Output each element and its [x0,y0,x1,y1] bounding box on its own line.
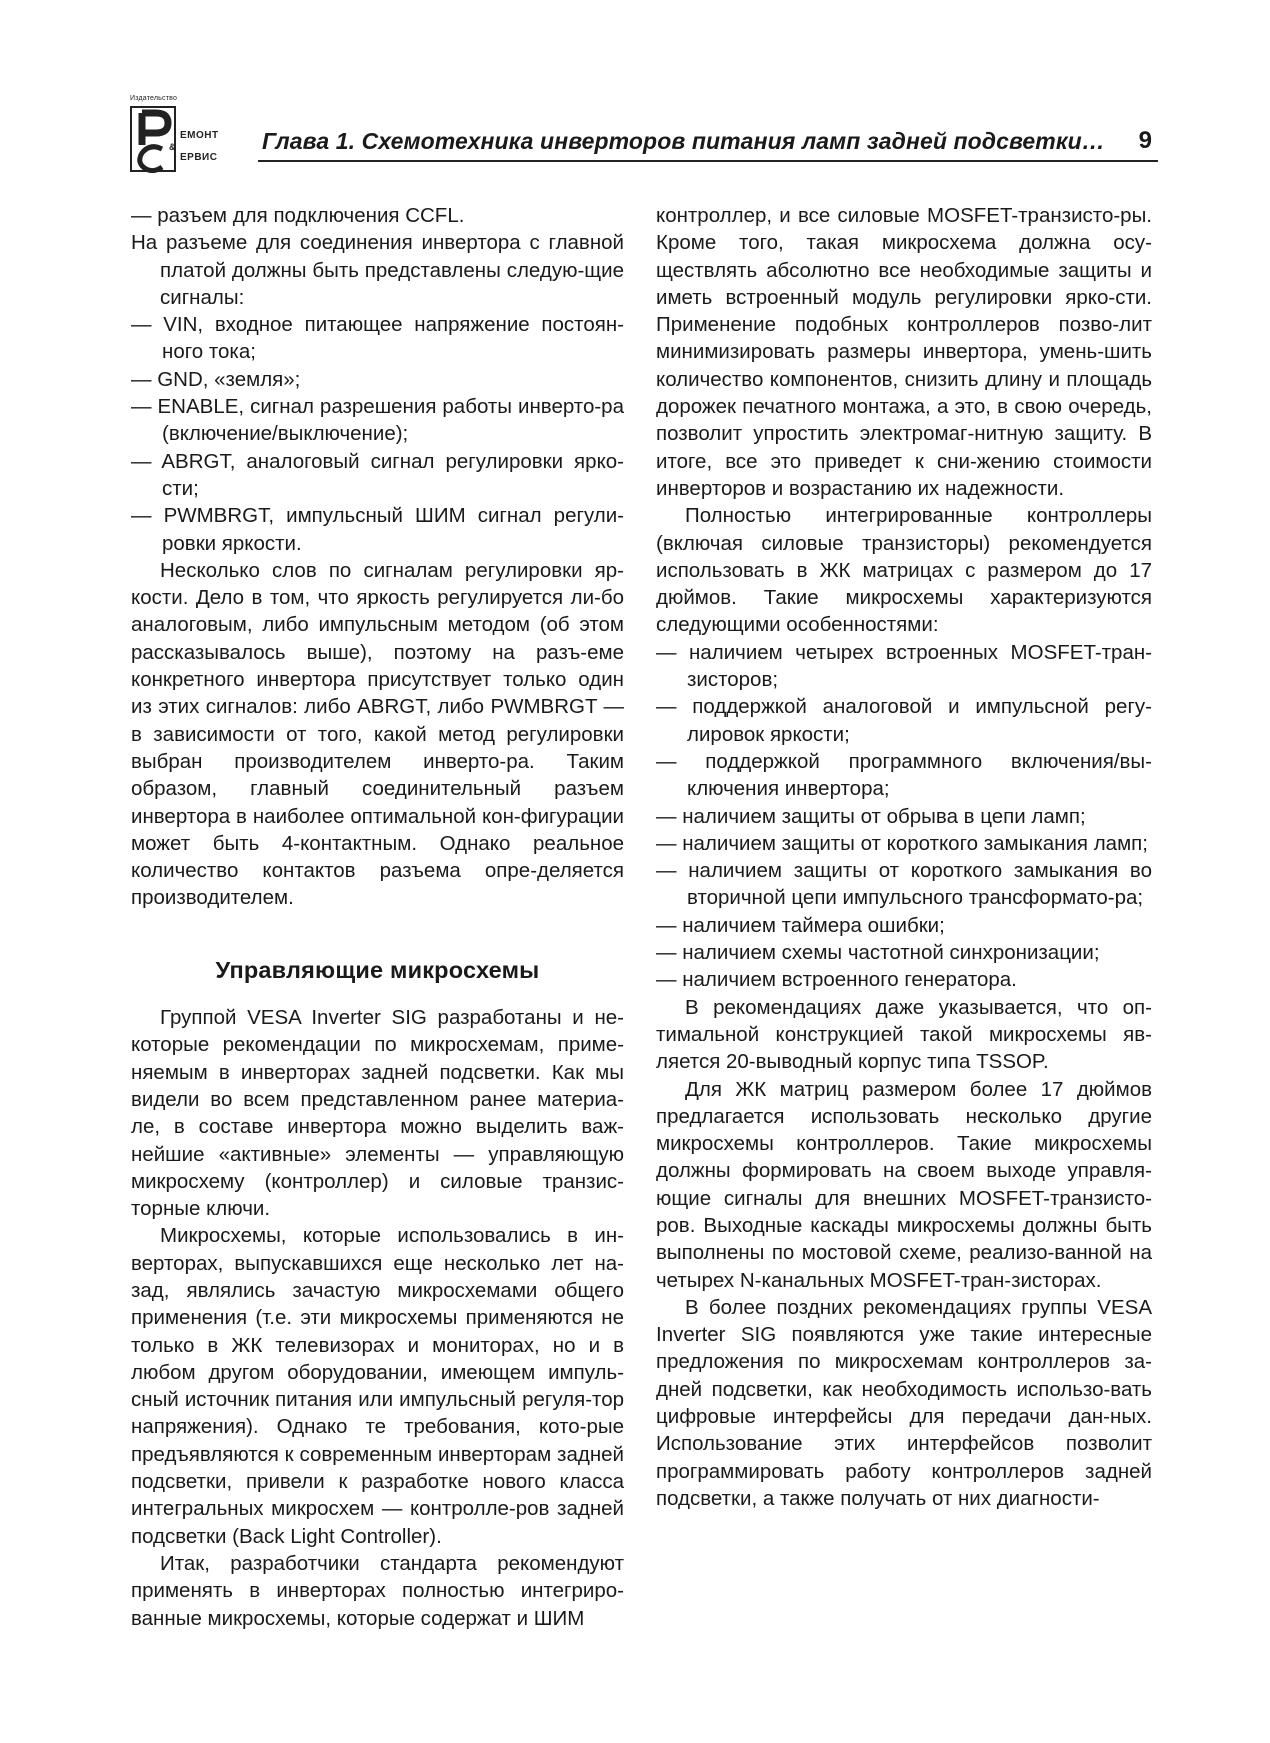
publisher-logo [128,95,238,173]
paragraph: Микросхемы, которые использовались в ин-верторах, выпускавшихся еще несколько лет на-зад, являлись зачастую микросхемами общего применения (т.е. эти микросхемы применяются не только в ЖК телевизорах и мониторах, но и в любом другом оборудовании, имеющем импуль-сный источник питания или импульсный регуля-тор напряжения). Однако те требования, кото-рые предъявляются к современным инверторам задней подсветки, привели к разработке нового класса интегральных микросхем — контролле-ров задней подсветки (Back Light Controller). [131,1224,624,1548]
left-column [131,202,624,1632]
list-item: — наличием таймера ошибки; [656,913,945,937]
logo-ampersand: & [169,142,176,152]
paragraph: Для ЖК матриц размером более 17 дюймов предлагается использовать несколько другие микросхемы контроллеров. Такие микросхемы должны формировать на своем выходе управля-ющие сигналы для внешних MOSFET-транзисто-ров. Выходные каскады микросхемы должны быть выполнены по мостовой схеме, реализо-ванной на четырех N-канальных MOSFET-тран-зисторах. [656,1077,1152,1292]
list-item: — наличием встроенного генератора. [656,968,1017,992]
paragraph: Итак, разработчики стандарта рекомендуют применять в инверторах полностью интегриро-ванные микросхемы, которые содержат и ШИМ [131,1551,624,1630]
logo-word-2: ЕРВИС [180,152,218,163]
list-item: — PWMBRGT, импульсный ШИМ сигнал регули-ровки яркости. [131,504,624,555]
paragraph: На разъеме для соединения инвертора с главной платой должны быть представлены следую-щие сигналы: [131,231,624,309]
logo-publisher-text: Издательство [130,95,178,102]
logo-word-1: ЕМОНТ [180,130,219,141]
list-item: — наличием защиты от обрыва в цепи ламп; [656,804,1086,828]
list-item: — наличием защиты от короткого замыкания ламп; [656,831,1148,855]
chapter-title: Глава 1. Схемотехника инверторов питания ламп задней подсветки… [262,128,1105,154]
list-item: — ENABLE, сигнал разрешения работы инверто-ра (включение/выключение); [131,395,624,446]
page-number: 9 [1138,127,1152,154]
logo-mark [128,105,188,173]
list-item: — VIN, входное питающее напряжение постоян-ного тока; [131,313,624,364]
list-item: — наличием четырех встроенных MOSFET-тран-зисторов; [656,640,1152,692]
list-item: — наличием схемы частотной синхронизации; [656,941,1100,965]
list-item: — GND, «земля»; [131,367,301,391]
list-item: — наличием защиты от короткого замыкания во вторичной цепи импульсного трансформато-ра; [656,859,1152,910]
list-item: — поддержкой аналоговой и импульсной регу-лировок яркости; [656,695,1152,746]
paragraph: Группой VESA Inverter SIG разработаны и не-которые рекомендации по микросхемам, приме-няемым в инверторах задней подсветки. Как мы видели во всем представленном ранее материа-ле, в составе инвертора можно выделить важ-нейшие «активные» элементы — управляющую микросхему (контроллер) и силовые транзис-торные ключи. [131,1006,624,1221]
section-heading: Управляющие микросхемы [215,956,540,983]
paragraph: В более поздних рекомендациях группы VESA Inverter SIG появляются уже такие интересные предложения по микросхемам контроллеров за-дней подсветки, как необходимость использо-вать цифровые интерфейсы для передачи дан-ных. Использование этих интерфейсов позволит программировать работу контроллеров задней подсветки, а также получать от них диагности- [656,1295,1152,1510]
paragraph: Полностью интегрированные контроллеры (включая силовые транзисторы) рекомендуется использовать в ЖК матрицах с размером до 17 дюймов. Такие микросхемы характеризуются следующими особенностями: [656,504,1152,637]
paragraph: Несколько слов по сигналам регулировки яр-кости. Дело в том, что яркость регулируется ли-бо аналоговым, либо импульсным методом (об этом рассказывалось выше), поэтому на разъ-еме конкретного инвертора присутствует только один из этих сигналов: либо ABRGT, либо PWMBRGT — в зависимости от того, какой метод регулировки выбран производителем инверто-ра. Таким образом, главный соединительный разъем инвертора в наиболее оптимальной кон-фигурации может быть 4-контактным. Однако реальное количество контактов разъема опре-деляется производителем. [131,558,624,910]
right-column [656,202,1152,1512]
list-item: — ABRGT, аналоговый сигнал регулировки ярко-сти; [131,449,624,500]
paragraph: В рекомендациях даже указывается, что оп-тимальной конструкцией такой микросхемы яв-ляется 20-выводный корпус типа TSSOP. [656,995,1152,1074]
header-divider [258,160,1158,162]
paragraph: контроллер, и все силовые MOSFET-транзисто-ры. Кроме того, такая микросхема должна осу-ществлять абсолютно все необходимые защиты и иметь встроенный модуль регулировки ярко-сти. Применение подобных контроллеров позво-лит минимизировать размеры инвертора, умень-шить количество компонентов, снизить длину и площадь дорожек печатного монтажа, а это, в свою очередь, позволит упростить электромаг-нитную защиту. В итоге, все это приведет к сни-жению стоимости инверторов и возрастанию их надежности. [656,204,1152,500]
list-item: — поддержкой программного включения/вы-ключения инвертора; [656,749,1152,801]
list-item: — разъем для подключения CCFL. [131,204,465,227]
